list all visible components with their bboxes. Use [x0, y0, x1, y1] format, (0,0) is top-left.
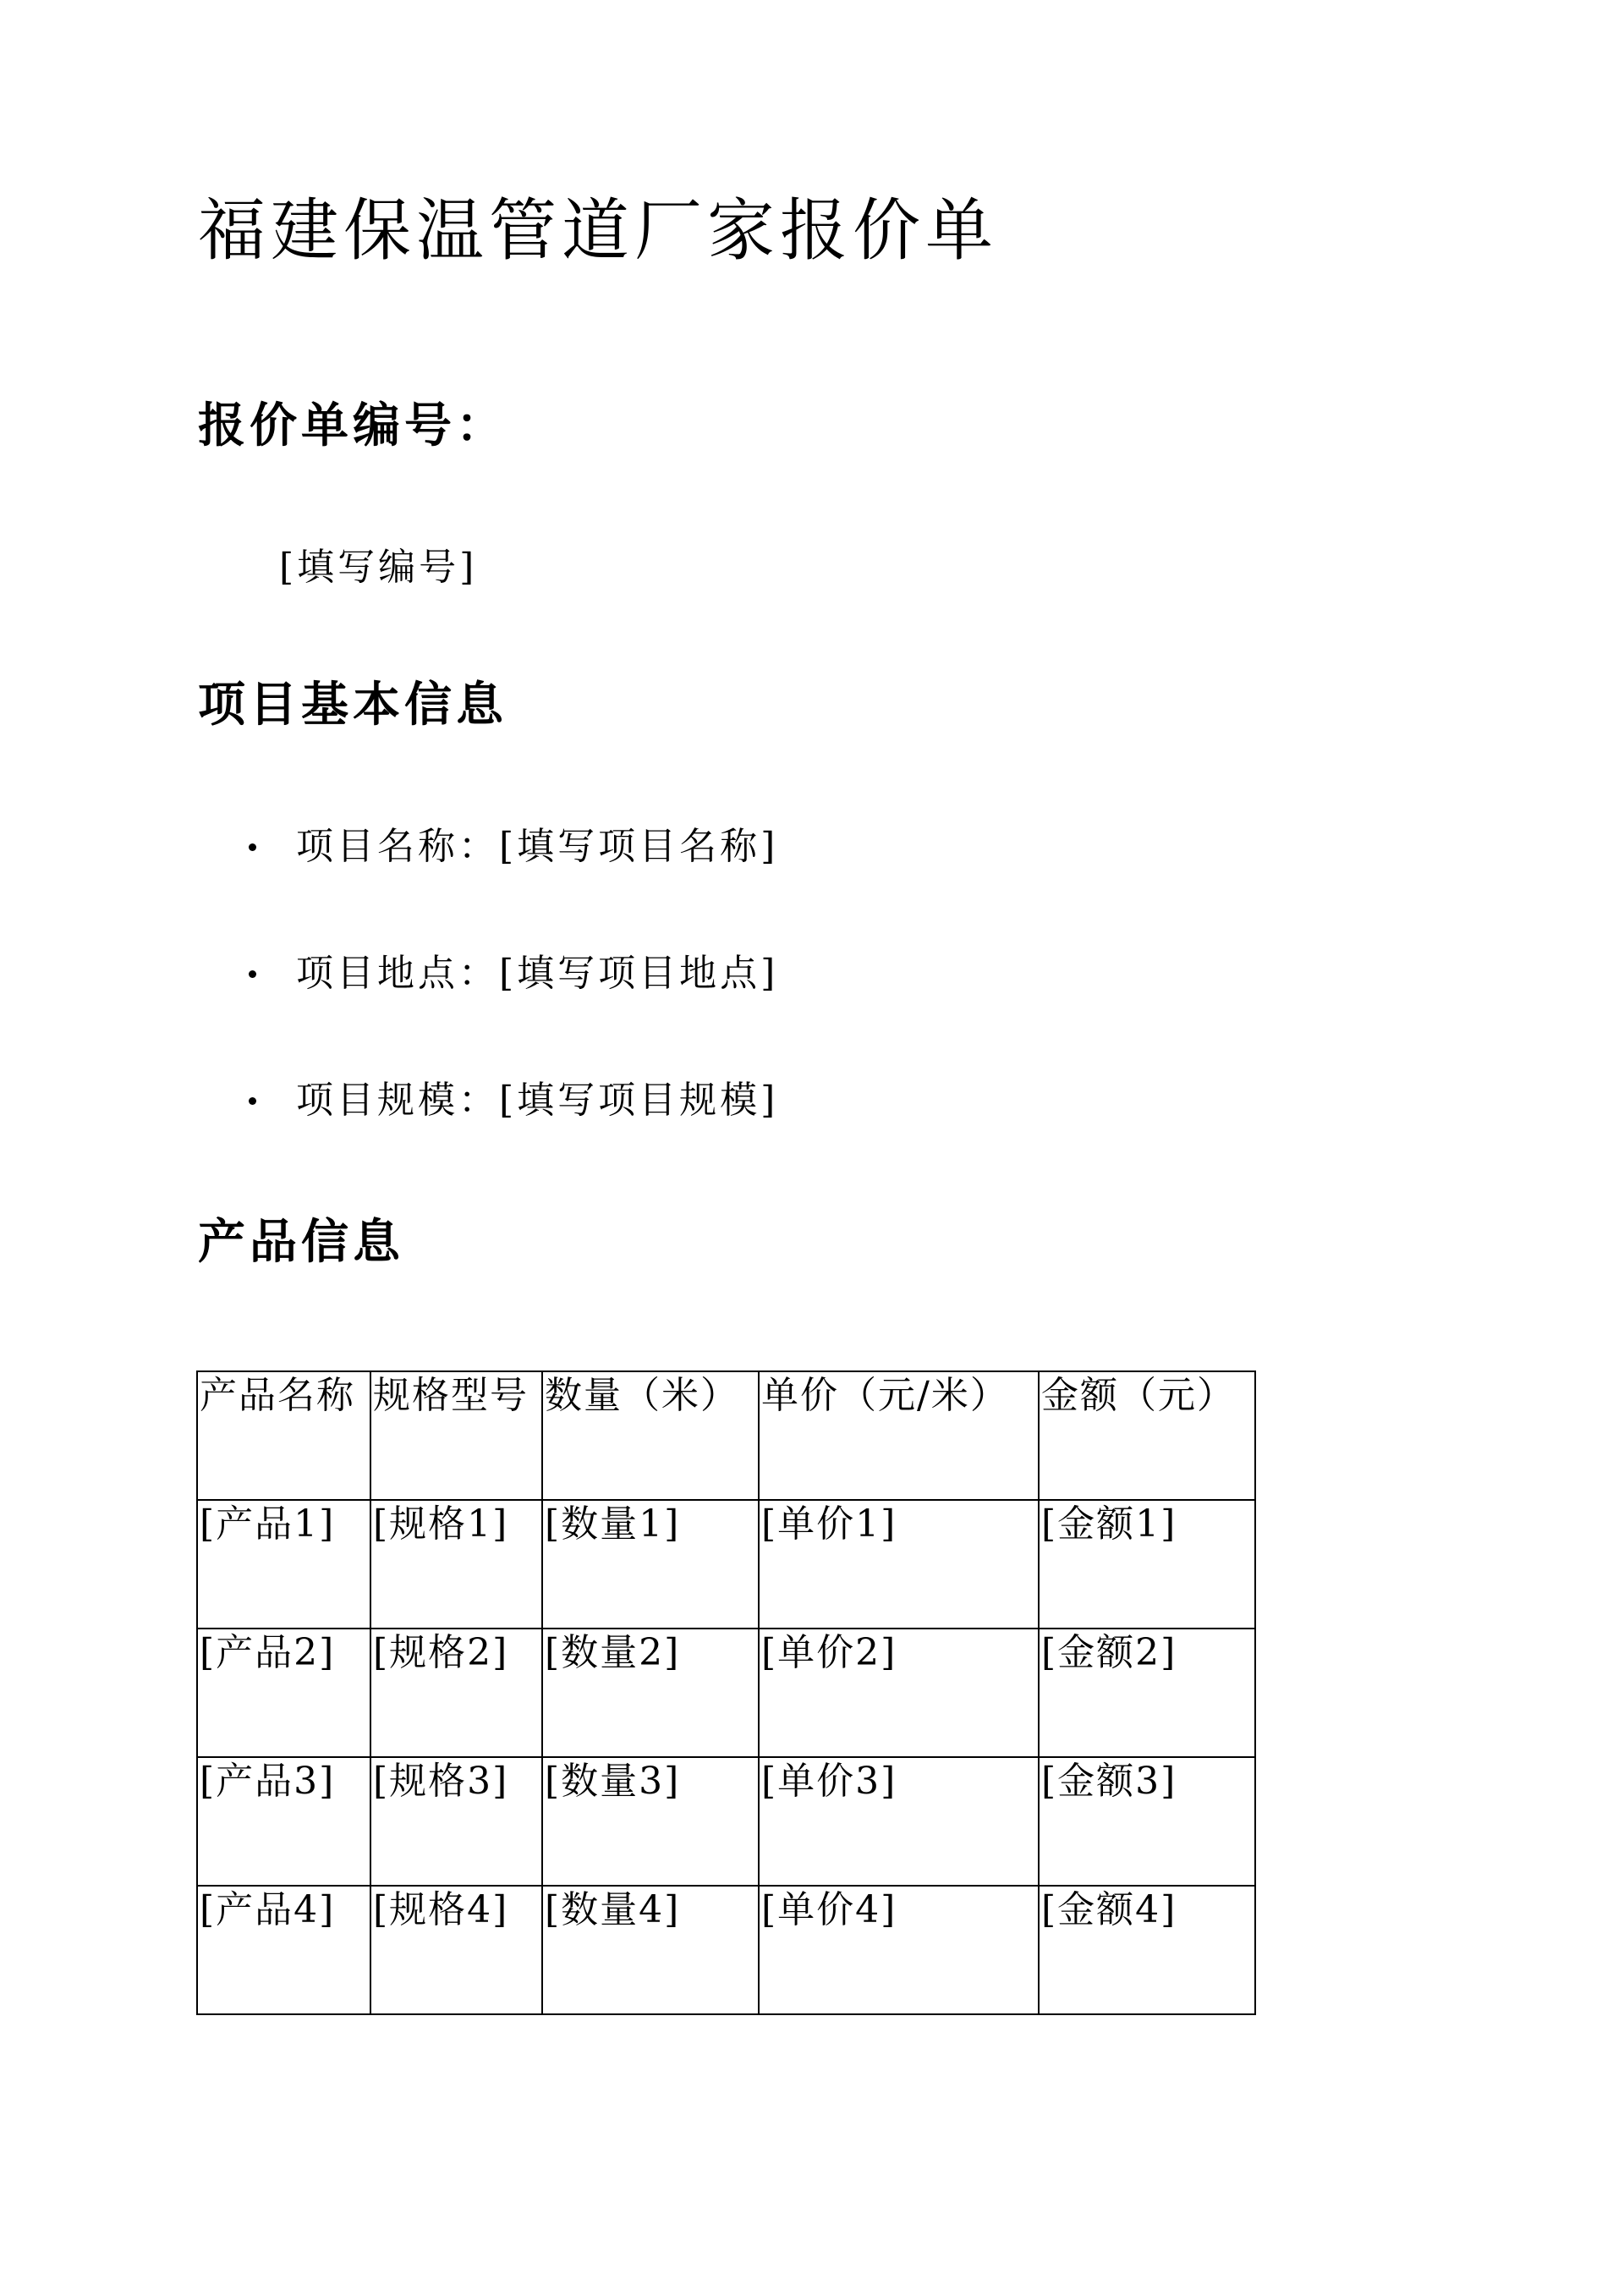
cell-product: [产品4]: [197, 1886, 370, 2014]
cell-unit-price: [单价3]: [759, 1757, 1039, 1886]
bullet-icon: [249, 843, 256, 851]
cell-unit-price: [单价4]: [759, 1886, 1039, 2014]
cell-product: [产品3]: [197, 1757, 370, 1886]
cell-unit-price: [单价1]: [759, 1500, 1039, 1629]
cell-quantity: [数量2]: [542, 1629, 759, 1757]
product-info-heading: 产品信息: [198, 1214, 404, 1270]
cell-amount: [金额1]: [1039, 1500, 1255, 1629]
cell-product: [产品2]: [197, 1629, 370, 1757]
table-header-row: [197, 1371, 1255, 1500]
table-row: [197, 1757, 1255, 1886]
cell-amount: [金额4]: [1039, 1886, 1255, 2014]
bullet-icon: [249, 970, 256, 978]
cell-amount: [金额2]: [1039, 1629, 1255, 1757]
cell-spec: [规格2]: [370, 1629, 542, 1757]
cell-quantity: [数量3]: [542, 1757, 759, 1886]
header-unit-price: 单价（元/米）: [759, 1371, 1039, 1500]
bullet-icon: [249, 1097, 256, 1105]
cell-spec: [规格1]: [370, 1500, 542, 1629]
document-title: 福建保温管道厂家报价单: [198, 191, 998, 270]
project-name-item: 项目名称：[填写项目名称]: [296, 825, 779, 868]
cell-spec: [规格3]: [370, 1757, 542, 1886]
project-location-item: 项目地点：[填写项目地点]: [296, 952, 779, 995]
cell-spec: [规格4]: [370, 1886, 542, 2014]
table-row: [197, 1500, 1255, 1629]
header-quantity: 数量（米）: [542, 1371, 759, 1500]
cell-amount: [金额3]: [1039, 1757, 1255, 1886]
table-row: [197, 1629, 1255, 1757]
table-row: [197, 1886, 1255, 2014]
cell-quantity: [数量4]: [542, 1886, 759, 2014]
cell-unit-price: [单价2]: [759, 1629, 1039, 1757]
quote-number-value: [填写编号]: [279, 546, 478, 589]
header-product-name: 产品名称: [197, 1371, 370, 1500]
header-amount: 金额（元）: [1039, 1371, 1255, 1500]
cell-quantity: [数量1]: [542, 1500, 759, 1629]
header-spec-model: 规格型号: [370, 1371, 542, 1500]
project-info-heading: 项目基本信息: [198, 677, 508, 733]
cell-product: [产品1]: [197, 1500, 370, 1629]
quote-number-heading: 报价单编号：: [198, 398, 508, 453]
project-scale-item: 项目规模：[填写项目规模]: [296, 1079, 779, 1122]
product-table: [196, 1370, 1256, 2015]
